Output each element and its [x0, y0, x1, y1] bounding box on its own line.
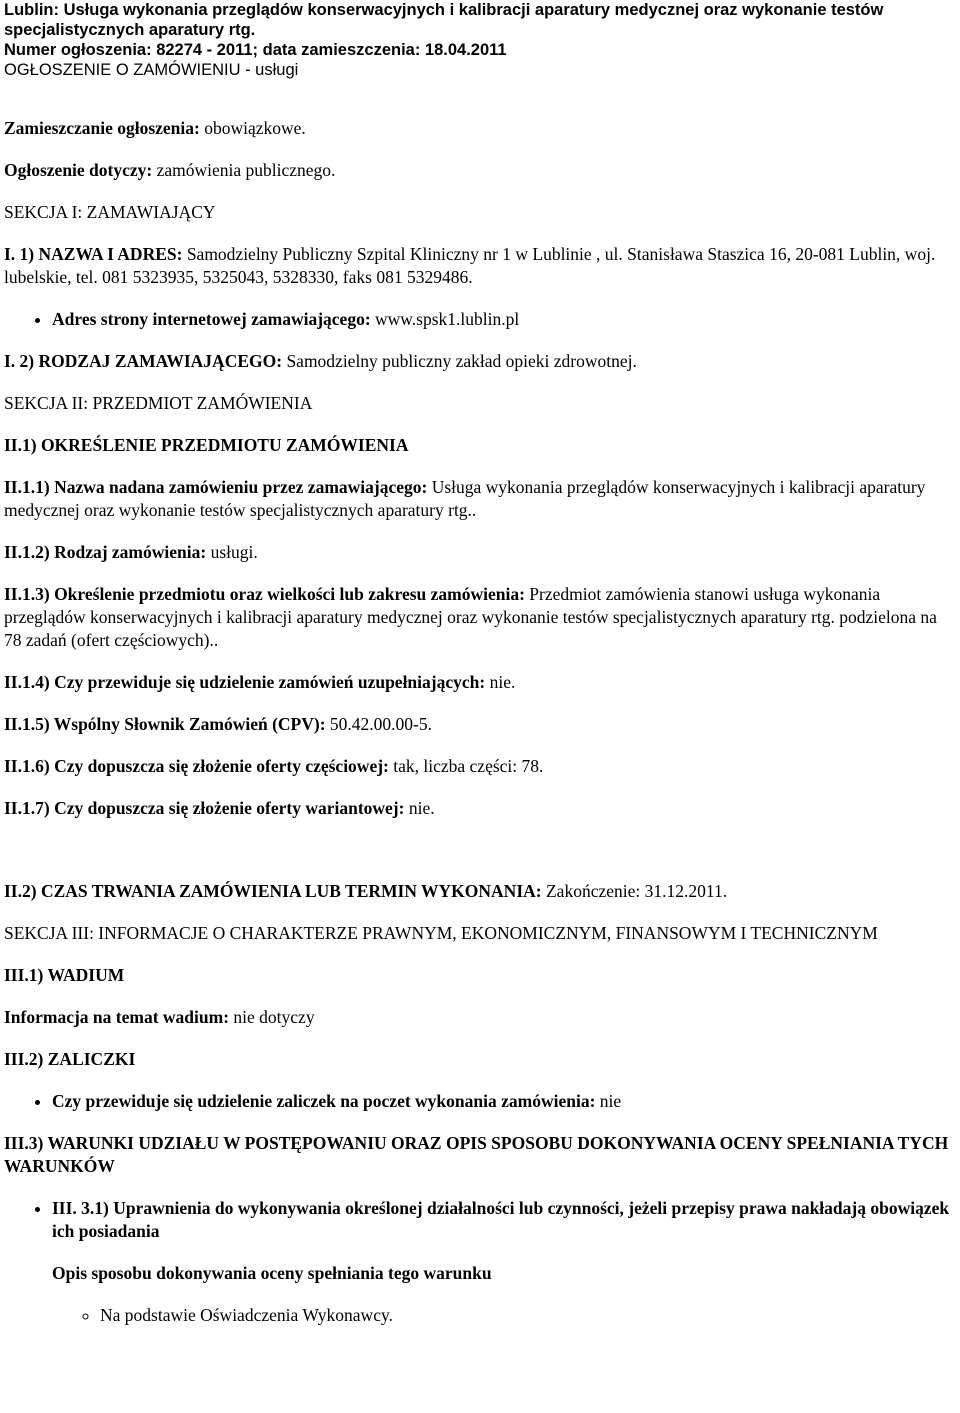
advance-list: [4, 1090, 956, 1113]
condition-eval-item: ◦ Na podstawie Oświadczenia Wykonawcy.: [100, 1304, 956, 1327]
condition-eval-list: [52, 1304, 956, 1327]
concerns-label: Ogłoszenie dotyczy:: [4, 160, 153, 180]
conditions-list: [4, 1197, 956, 1327]
item-2-1-6-value: tak, liczba części: 78.: [393, 756, 544, 776]
website-label: Adres strony internetowej zamawiającego:: [52, 309, 371, 329]
advance-heading: III.2) ZALICZKI: [4, 1049, 136, 1069]
website-item: [52, 308, 956, 331]
authority-type-line: [4, 350, 956, 373]
item-2-1-1-label: II.1.1) Nazwa nadana zamówieniu przez zamawiającego:: [4, 477, 428, 497]
authority-type-label: I. 2) RODZAJ ZAMAWIAJĄCEGO:: [4, 351, 283, 371]
section-2-heading: SEKCJA II: PRZEDMIOT ZAMÓWIENIA: [4, 393, 313, 413]
website-value: www.spsk1.lublin.pl: [375, 309, 520, 329]
item-2-1-5: [4, 713, 956, 736]
item-2-1-2: [4, 541, 956, 564]
document-header: [4, 0, 956, 80]
advance-label: Czy przewiduje się udzielenie zaliczek na poczet wykonania zamówienia:: [52, 1091, 596, 1111]
concerns-line: [4, 159, 956, 182]
section-2-subheading: II.1) OKREŚLENIE PRZEDMIOTU ZAMÓWIENIA: [4, 435, 409, 455]
advance-value: nie: [599, 1091, 622, 1111]
posting-line: [4, 117, 956, 140]
wadium-heading: III.1) WADIUM: [4, 965, 125, 985]
duration-value: Zakończenie: 31.12.2011.: [545, 881, 728, 901]
authority-type-value: Samodzielny publiczny zakład opieki zdrowotnej.: [286, 351, 637, 371]
wadium-value: nie dotyczy: [233, 1007, 315, 1027]
item-2-1-7-value: nie.: [408, 798, 435, 818]
authority-name-value: Samodzielny Publiczny Szpital Kliniczny nr 1 w Lublinie , ul. Stanisława Staszica 16, 20-081 Lublin, woj. lubelskie, tel. 081 5323935, 5325043, 5328330, faks 081 5329486.: [4, 244, 936, 287]
condition-item: [52, 1197, 956, 1327]
advance-item: [52, 1090, 956, 1113]
wadium-line: [4, 1006, 956, 1029]
concerns-value: zamówienia publicznego.: [156, 160, 336, 180]
item-2-1-4: [4, 671, 956, 694]
conditions-heading: III.3) WARUNKI UDZIAŁU W POSTĘPOWANIU ORAZ OPIS SPOSOBU DOKONYWANIA OCENY SPEŁNIANIA TYCH WARUNKÓW: [4, 1133, 949, 1176]
announcement-number: Numer ogłoszenia: 82274 - 2011; data zamieszczenia: 18.04.2011: [4, 41, 507, 59]
posting-label: Zamieszczanie ogłoszenia:: [4, 118, 200, 138]
condition-label: • III. 3.1) Uprawnienia do wykonywania określonej działalności lub czynności, jeżeli przepisy prawa nakładają obowiązek ich posiadania: [52, 1198, 950, 1241]
item-2-1-2-value: usługi.: [210, 542, 258, 562]
wadium-label: Informacja na temat wadium:: [4, 1007, 230, 1027]
item-2-1-1: [4, 476, 956, 522]
section-1-heading: SEKCJA I: ZAMAWIAJĄCY: [4, 202, 216, 222]
item-2-1-7-label: II.1.7) Czy dopuszcza się złożenie oferty wariantowej:: [4, 798, 405, 818]
item-2-1-3: [4, 583, 956, 652]
item-2-1-7: [4, 797, 956, 820]
item-2-1-6-label: II.1.6) Czy dopuszcza się złożenie oferty częściowej:: [4, 756, 389, 776]
item-2-1-6: [4, 755, 956, 778]
duration-label: II.2) CZAS TRWANIA ZAMÓWIENIA LUB TERMIN WYKONANIA:: [4, 881, 542, 901]
posting-value: obowiązkowe.: [204, 118, 306, 138]
duration-line: [4, 880, 956, 903]
section-3-heading: SEKCJA III: INFORMACJE O CHARAKTERZE PRAWNYM, EKONOMICZNYM, FINANSOWYM I TECHNICZNYM: [4, 923, 878, 943]
website-list: [4, 308, 956, 331]
item-2-1-2-label: II.1.2) Rodzaj zamówienia:: [4, 542, 207, 562]
announcement-type: OGŁOSZENIE O ZAMÓWIENIU - usługi: [4, 61, 299, 79]
condition-eval-label: Opis sposobu dokonywania oceny spełniania tego warunku: [52, 1263, 492, 1283]
contracting-authority-name: [4, 243, 956, 289]
item-2-1-3-value: Przedmiot zamówienia stanowi usługa wykonania przeglądów konserwacyjnych i kalibracji aparatury medycznej oraz wykonanie testów specjalistycznych aparatury rtg. podzielona na 78 zadań (ofert częściowych)..: [4, 584, 937, 650]
item-2-1-5-value: 50.42.00.00-5.: [329, 714, 432, 734]
authority-name-label: I. 1) NAZWA I ADRES:: [4, 244, 183, 264]
item-2-1-4-value: nie.: [489, 672, 516, 692]
item-2-1-5-label: II.1.5) Wspólny Słownik Zamówień (CPV):: [4, 714, 326, 734]
item-2-1-3-label: II.1.3) Określenie przedmiotu oraz wielkości lub zakresu zamówienia:: [4, 584, 525, 604]
announcement-title: Lublin: Usługa wykonania przeglądów konserwacyjnych i kalibracji aparatury medycznej oraz wykonanie testów specjalistycznych aparatury rtg.: [4, 1, 884, 39]
item-2-1-1-value: Usługa wykonania przeglądów konserwacyjnych i kalibracji aparatury medycznej oraz wykonanie testów specjalistycznych aparatury rtg..: [4, 477, 926, 520]
item-2-1-4-label: II.1.4) Czy przewiduje się udzielenie zamówień uzupełniających:: [4, 672, 486, 692]
